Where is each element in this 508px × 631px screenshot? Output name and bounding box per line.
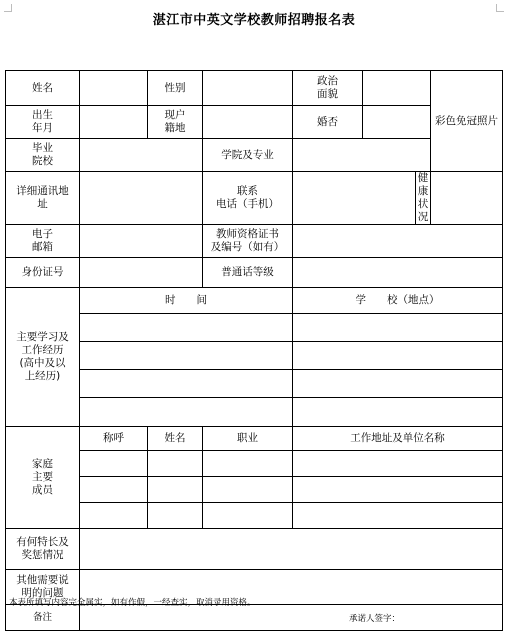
graduate-school-label-line2: 院校 — [32, 155, 53, 167]
history-col-school: 学 校（地点） — [293, 288, 503, 314]
email-label — [6, 225, 80, 258]
history-label-line2: 工作经历 — [21, 344, 64, 356]
history-row — [6, 314, 503, 342]
graduate-school-value-cell[interactable] — [80, 139, 203, 172]
history-school-cell[interactable] — [293, 398, 503, 427]
health-label-line2: 状况 — [417, 198, 429, 223]
mandarin-level-label: 普通话等级 — [203, 258, 293, 288]
family-relation-cell[interactable] — [80, 503, 148, 529]
family-workplace-cell[interactable] — [293, 451, 503, 477]
row-contact — [6, 172, 503, 225]
phone-value-cell[interactable] — [293, 172, 416, 225]
specialty-label-line2: 奖惩情况 — [21, 549, 64, 561]
row-email-cert — [6, 225, 503, 258]
history-header-row — [6, 288, 503, 314]
family-label-line1: 家庭 — [32, 458, 53, 470]
college-major-label: 学院及专业 — [203, 139, 293, 172]
family-name-cell[interactable] — [148, 451, 203, 477]
history-label — [6, 288, 80, 427]
family-label — [6, 427, 80, 529]
address-value-cell[interactable] — [80, 172, 203, 225]
family-name-cell[interactable] — [148, 503, 203, 529]
family-header-row — [6, 427, 503, 451]
form-title: 湛江市中英文学校教师招聘报名表 — [152, 13, 356, 28]
family-col-relation: 称呼 — [80, 427, 148, 451]
political-status-label — [293, 71, 363, 106]
family-row — [6, 503, 503, 529]
phone-label — [203, 172, 293, 225]
specialty-row — [6, 529, 503, 570]
phone-label-line2: 电话（手机） — [216, 198, 279, 210]
marital-status-label: 婚否 — [293, 106, 363, 139]
graduate-school-label-line1: 毕业 — [32, 142, 53, 154]
health-label — [416, 172, 431, 225]
history-school-cell[interactable] — [293, 314, 503, 342]
history-time-cell[interactable] — [80, 398, 293, 427]
domicile-value-cell[interactable] — [203, 106, 293, 139]
address-label — [6, 172, 80, 225]
row-basic-1 — [6, 71, 503, 106]
birth-date-label — [6, 106, 80, 139]
gender-label: 性别 — [148, 71, 203, 106]
history-row — [6, 342, 503, 370]
phone-label-line1: 联系 — [237, 185, 258, 197]
specialty-value-cell[interactable] — [80, 529, 503, 570]
marital-status-value-cell[interactable] — [363, 106, 431, 139]
graduate-school-label — [6, 139, 80, 172]
history-row — [6, 398, 503, 427]
history-time-cell[interactable] — [80, 370, 293, 398]
birth-date-label-line2: 年月 — [32, 122, 53, 134]
history-label-line1: 主要学习及 — [16, 331, 69, 343]
address-label-line2: 址 — [37, 198, 48, 210]
row-basic-2 — [6, 106, 503, 139]
specialty-label — [6, 529, 80, 570]
family-workplace-cell[interactable] — [293, 503, 503, 529]
family-row — [6, 451, 503, 477]
domicile-label — [148, 106, 203, 139]
id-number-value-cell[interactable] — [80, 258, 203, 288]
email-label-line2: 邮箱 — [32, 241, 53, 253]
history-time-cell[interactable] — [80, 342, 293, 370]
signature-label: 承诺人签字： — [349, 614, 401, 624]
domicile-label-line2: 籍地 — [164, 122, 186, 134]
history-label-line4: 上经历) — [24, 370, 61, 382]
family-job-cell[interactable] — [203, 477, 293, 503]
family-name-cell[interactable] — [148, 477, 203, 503]
address-label-line1: 详细通讯地 — [16, 185, 69, 197]
email-value-cell[interactable] — [80, 225, 203, 258]
history-school-cell[interactable] — [293, 370, 503, 398]
teacher-cert-label-line1: 教师资格证书 — [216, 228, 279, 240]
remarks-label: 备注 — [6, 605, 80, 631]
birth-date-value-cell[interactable] — [80, 106, 148, 139]
row-education — [6, 139, 503, 172]
family-workplace-cell[interactable] — [293, 477, 503, 503]
name-label: 姓名 — [6, 71, 80, 106]
photo-cell[interactable]: 彩色免冠照片 — [431, 71, 503, 172]
health-label-line1: 健康 — [417, 172, 429, 197]
family-col-name: 姓名 — [148, 427, 203, 451]
other-label-line2: 明的问题 — [21, 587, 64, 599]
email-label-line1: 电子 — [32, 228, 53, 240]
history-col-time: 时 间 — [80, 288, 293, 314]
family-label-line2: 主要 — [32, 471, 53, 483]
gender-value-cell[interactable] — [203, 71, 293, 106]
political-status-label-line1: 政治 — [317, 75, 338, 87]
history-row — [6, 370, 503, 398]
declaration-note: 本表所填写内容完全属实，如有作假，一经查实，取消录用资格。 — [9, 598, 256, 608]
teacher-cert-label-line2: 及编号（如有） — [210, 241, 285, 253]
other-label-line1: 其他需要说 — [16, 574, 69, 586]
specialty-label-line1: 有何特长及 — [16, 536, 69, 548]
teacher-cert-label — [203, 225, 293, 258]
id-number-label: 身份证号 — [6, 258, 80, 288]
family-col-job: 职业 — [203, 427, 293, 451]
political-status-value-cell[interactable] — [363, 71, 431, 106]
domicile-label-line1: 现户 — [164, 109, 186, 121]
name-value-cell[interactable] — [80, 71, 148, 106]
family-relation-cell[interactable] — [80, 477, 148, 503]
family-job-cell[interactable] — [203, 503, 293, 529]
health-value-cell[interactable] — [431, 172, 503, 225]
college-major-value-cell[interactable] — [293, 139, 431, 172]
application-form-table — [5, 70, 503, 631]
family-relation-cell[interactable] — [80, 451, 148, 477]
birth-date-label-line1: 出生 — [32, 109, 53, 121]
family-job-cell[interactable] — [203, 451, 293, 477]
history-time-cell[interactable] — [80, 314, 293, 342]
family-label-line3: 成员 — [32, 484, 53, 496]
history-label-line3: (高中及以 — [19, 357, 66, 369]
row-id-mandarin — [6, 258, 503, 288]
family-col-workplace: 工作地址及单位名称 — [293, 427, 503, 451]
political-status-label-line2: 面貌 — [317, 88, 338, 100]
family-row — [6, 477, 503, 503]
mandarin-level-value-cell[interactable] — [293, 258, 503, 288]
teacher-cert-value-cell[interactable] — [293, 225, 503, 258]
history-school-cell[interactable] — [293, 342, 503, 370]
